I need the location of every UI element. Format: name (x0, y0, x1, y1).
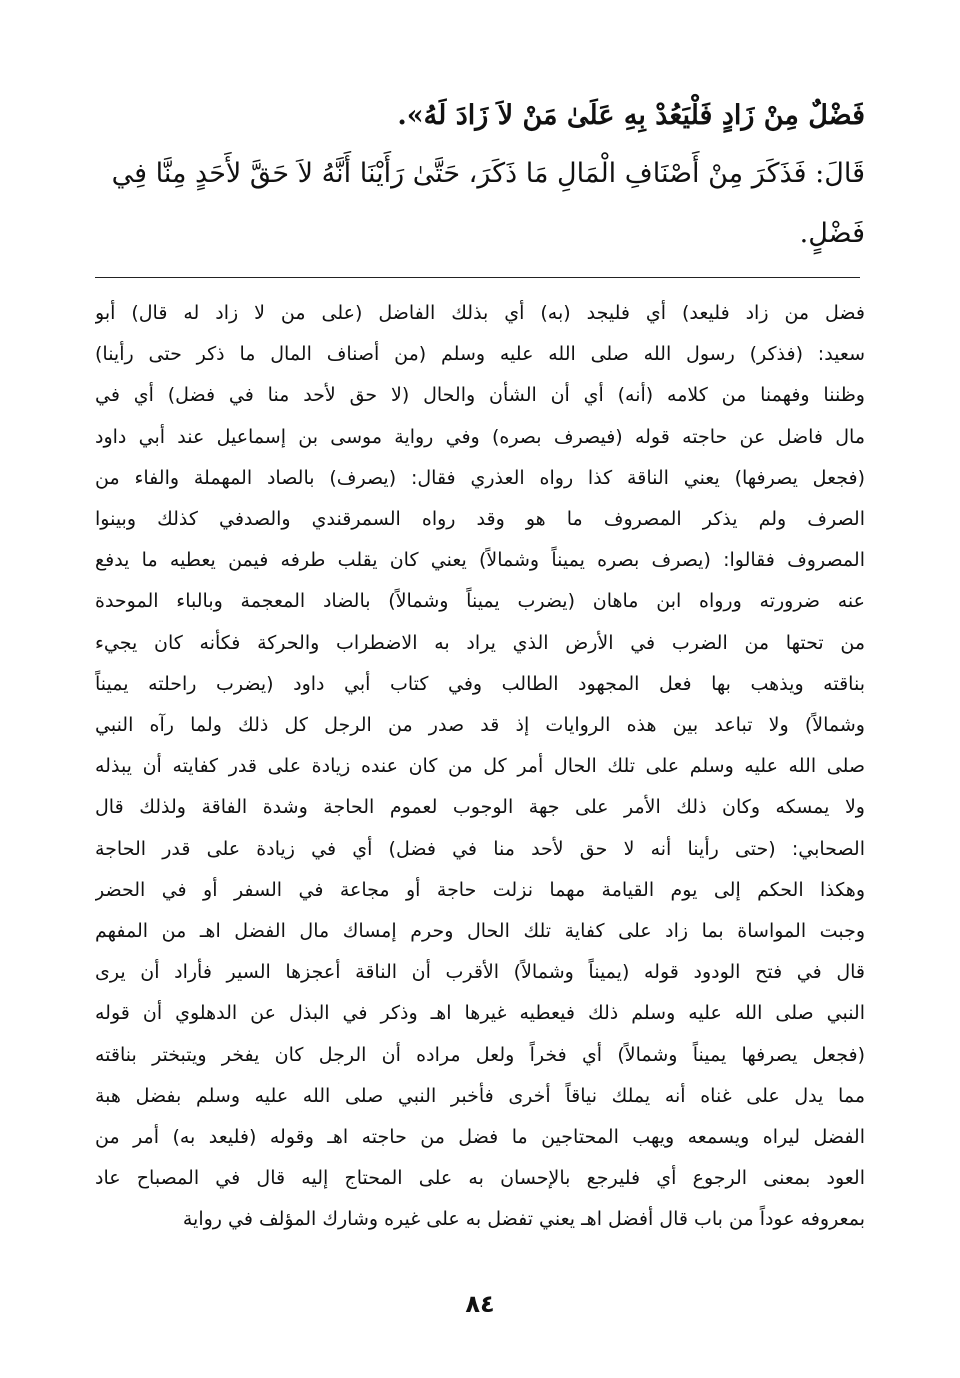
commentary-line: قال في فتح الودود قوله (يميناً وشمالاً) الأقرب أن الناقة أعجزها السير فأراد أن يرى (95, 961, 865, 984)
commentary-line: وشمالاً) ولا تباعد بين هذه الروايات إذ قد صدر من الرجل كل ذلك ولما رآه النبي (95, 714, 865, 736)
commentary-line: ولا يمسكه وكان ذلك الأمر على جهة الوجوب لعموم الحاجة وشدة الفاقة ولذلك قال (95, 796, 865, 819)
commentary-line: وهكذا الحكم إلى يوم القيامة مهما نزلت حاجة أو مجاعة في السفر أو في الحضر (95, 878, 865, 901)
commentary-line: العود بمعنى الرجوع أي فليرجع بالإحسان به على المحتاج إليه قال في المصباح عاد (95, 1167, 865, 1190)
commentary-line: عنه ضرورته ورواه ابن ماهان (يضرب يميناً وشمالاً) بالضاد المعجمة وبالباء الموحدة (95, 590, 865, 613)
commentary-line: الصحابي: (حتى رأينا أنه لا حق لأحد منا في فضل) أي في زيادة على قدر الحاجة (95, 837, 865, 860)
page-number: ٨٤ (465, 1290, 495, 1318)
commentary-line: مما يدل على غناه أنه يملك نياقاً أخرى فأخبر النبي صلى الله عليه وسلم بفضل هبة (95, 1084, 865, 1107)
commentary-line: وجبت المواساة بما زاد على كفاية تلك الحال وحرم إمساك مال الفضل اهـ من المفهم (95, 920, 865, 942)
commentary-line: الصرف ولم يذكر المصروف ما هو وقد رواه السمرقندي والصدفي كذلك وبينوا (95, 508, 865, 530)
commentary-line: سعيد: (فذكر) رسول الله صلى الله عليه وسلم (من أصناف المال ما ذكر حتى رأينا) (95, 343, 865, 366)
commentary-line: النبي صلى الله عليه وسلم ذلك فيعطيه غيرها اهـ وذكر في البذل عن الدهلوي أن قوله (95, 1002, 865, 1025)
matn-line-1: فَضْلٌ مِنْ زَادٍ فَلْيَعُدْ بِهِ عَلَىٰ مَنْ لاَ زَادَ لَهُ». (397, 100, 865, 131)
commentary-line: (فجعل يصرفها) يعني الناقة كذا رواه العذري فقال: (يصرف) بالصاد المهملة والفاء من (95, 466, 865, 489)
commentary-line: مال فاضل عن حاجته قوله (فيصرف بصره) وفي رواية موسى بن إسماعيل عند أبي داود (95, 425, 865, 448)
matn-line-2: قَالَ: فَذَكَرَ مِنْ أَصْنَافِ الْمَالِ مَا ذَكَرَ، حَتَّىٰ رَأَيْنَا أَنَّهُ لاَ حَقَّ لأَحَدٍ مِنَّا فِي (111, 158, 865, 189)
commentary-line: من تحتها من الضرب في الأرض الذي يراد به الاضطراب والحركة فكأنه كان يجيء (95, 631, 865, 654)
commentary-line: صلى الله عليه وسلم على تلك الحال أمر كل من كان عنده زيادة على قدر كفايته أن يبذله (95, 755, 865, 778)
footnote-separator-rule (95, 277, 860, 278)
commentary-line: وظننا وفهمنا من كلامه (أنه) أي أن الشأن والحال (لا حق لأحد منا في فضل) أي في (95, 384, 865, 407)
commentary-line: فضل من زاد فليعد) أي فليجد (به) أي بذلك الفاضل (على من لا زاد له قال) أبو (95, 302, 865, 324)
commentary-line: (فجعل يصرفها يميناً وشمالاً) أي فخراً ولعل مراده أن الرجل كان يفخر ويتبختر بناقته (95, 1043, 865, 1066)
matn-line-3: فَضْلٍ. (799, 218, 865, 249)
commentary-line: الفضل ليراه ويسمعه ويهب المحتاجين ما فضل من حاجته اهـ وقوله (فليعد به) أمر من (95, 1126, 865, 1148)
commentary-line: بناقته ويذهب بها فعل المجهود الطالب وفي كتاب أبي داود (يضرب راحلته يميناً (95, 672, 865, 695)
commentary-line: بمعروفه عوداً من باب قال أفضل اهـ يعني تفضل به على غيره وشارك المؤلف في رواية (182, 1208, 865, 1231)
commentary-line: المصروف فقالوا: (يصرف بصره يميناً وشمالاً) يعني كان يقلب طرفه فيمن يعطيه ما يدفع (95, 549, 865, 572)
